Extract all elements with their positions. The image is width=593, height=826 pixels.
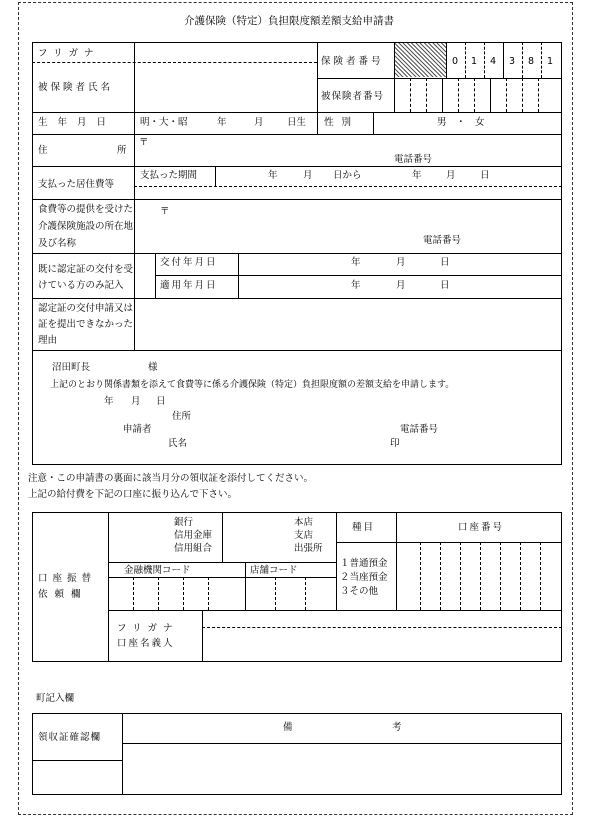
day-unit: 日: [156, 396, 166, 407]
facility-label-2: 介護保険施設の所在地: [38, 221, 134, 232]
insurer-number-label: 保険者番号: [321, 56, 384, 67]
furigana-label: フリガナ: [38, 48, 100, 59]
form-title: 介護保険（特定）負担限度額差額支給申請書: [184, 15, 394, 27]
period-label: 支払った期間: [140, 170, 198, 181]
account-type-option: ２当座預金: [340, 572, 388, 583]
birth-date-label: 生年月日: [38, 117, 117, 128]
insurer-digit: 4: [490, 56, 497, 67]
account-type-header: 種目: [352, 522, 376, 533]
day-unit: 日: [440, 257, 450, 268]
year-unit: 年: [351, 280, 361, 291]
day-unit: 日: [440, 280, 450, 291]
applicant-name-label: 氏名: [168, 438, 188, 449]
phone-label: 電話番号: [394, 154, 433, 165]
year-unit: 年: [268, 170, 278, 181]
postal-mark: 〒: [139, 137, 149, 148]
insurer-digit: 3: [509, 56, 516, 67]
facility-label-3: 及び名称: [38, 238, 77, 249]
address-label-1: 住: [38, 145, 48, 156]
issue-date-label: 交付年月日: [160, 257, 218, 268]
month-unit: 月: [396, 280, 406, 291]
gender-options: 男 ・ 女: [437, 117, 485, 128]
day-born-unit: 日生: [287, 117, 307, 128]
address-label-2: 所: [117, 145, 127, 156]
month-unit: 月: [303, 170, 313, 181]
reason-label-1: 認定証の交付申請又は: [38, 303, 134, 314]
from-text: 日から: [333, 170, 362, 181]
account-type-option: ３その他: [340, 586, 379, 597]
account-type-option: １普通預金: [340, 558, 388, 569]
bank-type: 信用金庫: [174, 530, 213, 541]
applicant-address-label: 住所: [172, 411, 192, 422]
gender-label: 性別: [324, 117, 360, 128]
remarks-label-2: 考: [392, 722, 402, 733]
declaration-statement: 上記のとおり関係書類を添えて食費等に係る介護保険（特定）負担限度額の差額支給を申請します。: [50, 380, 455, 390]
phone-label: 電話番号: [400, 424, 439, 435]
applicant-label: 申請者: [123, 424, 152, 435]
month-unit: 月: [446, 170, 456, 181]
era-options: 明・大・昭: [140, 117, 188, 128]
insured-number-label: 被保険者番号: [321, 91, 385, 102]
facility-label-1: 食費等の提供を受けた: [38, 204, 134, 215]
receipt-check-label: 領収証確認欄: [38, 732, 102, 743]
insured-name-label: 被保険者氏名: [38, 82, 114, 93]
insurer-digit: 8: [528, 56, 535, 67]
month-unit: 月: [396, 257, 406, 268]
seal-mark: 印: [390, 438, 400, 449]
insurer-digit: 1: [471, 56, 478, 67]
certificate-label-1: 既に認定証の交付を受: [38, 264, 134, 275]
bank-type: 銀行: [174, 517, 194, 528]
certificate-label-2: けている方のみ記入: [38, 280, 124, 291]
office-use-table: [32, 713, 562, 795]
office-use-heading: 町記入欄: [36, 693, 75, 704]
reason-label-3: 理由: [38, 335, 58, 346]
note-receipt: 注意・この申請書の裏面に該当月分の領収証を添付してください。: [28, 473, 314, 484]
institution-code-label: 金融機関コード: [124, 565, 191, 576]
remarks-label-1: 備: [283, 722, 293, 733]
year-unit: 年: [351, 257, 361, 268]
holder-furigana-label: フリガナ: [117, 623, 179, 634]
branch-type: 出張所: [294, 543, 323, 554]
phone-label: 電話番号: [423, 235, 462, 246]
branch-type: 本店: [294, 517, 314, 528]
addressee: 沼田町長: [52, 362, 91, 373]
year-unit: 年: [217, 117, 227, 128]
reason-label-2: 証を提出できなかった: [38, 319, 134, 330]
branch-code-label: 店舗コード: [250, 565, 298, 576]
month-unit: 月: [131, 396, 141, 407]
bank-section-label-2: 依頼欄: [38, 589, 88, 600]
branch-type: 支店: [294, 530, 314, 541]
note-transfer: 上記の給付費を下記の口座に振り込んで下さい。: [28, 489, 238, 500]
bank-type: 信用組合: [174, 543, 213, 554]
shaded-cell: [394, 43, 446, 77]
account-holder-label: 口座名義人: [117, 638, 175, 649]
month-unit: 月: [254, 117, 264, 128]
bank-section-label-1: 口座振替: [38, 573, 97, 584]
year-unit: 年: [412, 170, 422, 181]
apply-date-label: 適用年月日: [160, 280, 218, 291]
honorific: 様: [148, 362, 158, 373]
insurer-digit: 0: [452, 56, 459, 67]
residence-cost-label: 支払った居住費等: [38, 179, 115, 190]
day-unit: 日: [480, 170, 490, 181]
account-number-header: 口座番号: [458, 522, 505, 533]
insurer-digit: 1: [547, 56, 554, 67]
postal-mark: 〒: [160, 206, 170, 217]
year-unit: 年: [104, 396, 114, 407]
